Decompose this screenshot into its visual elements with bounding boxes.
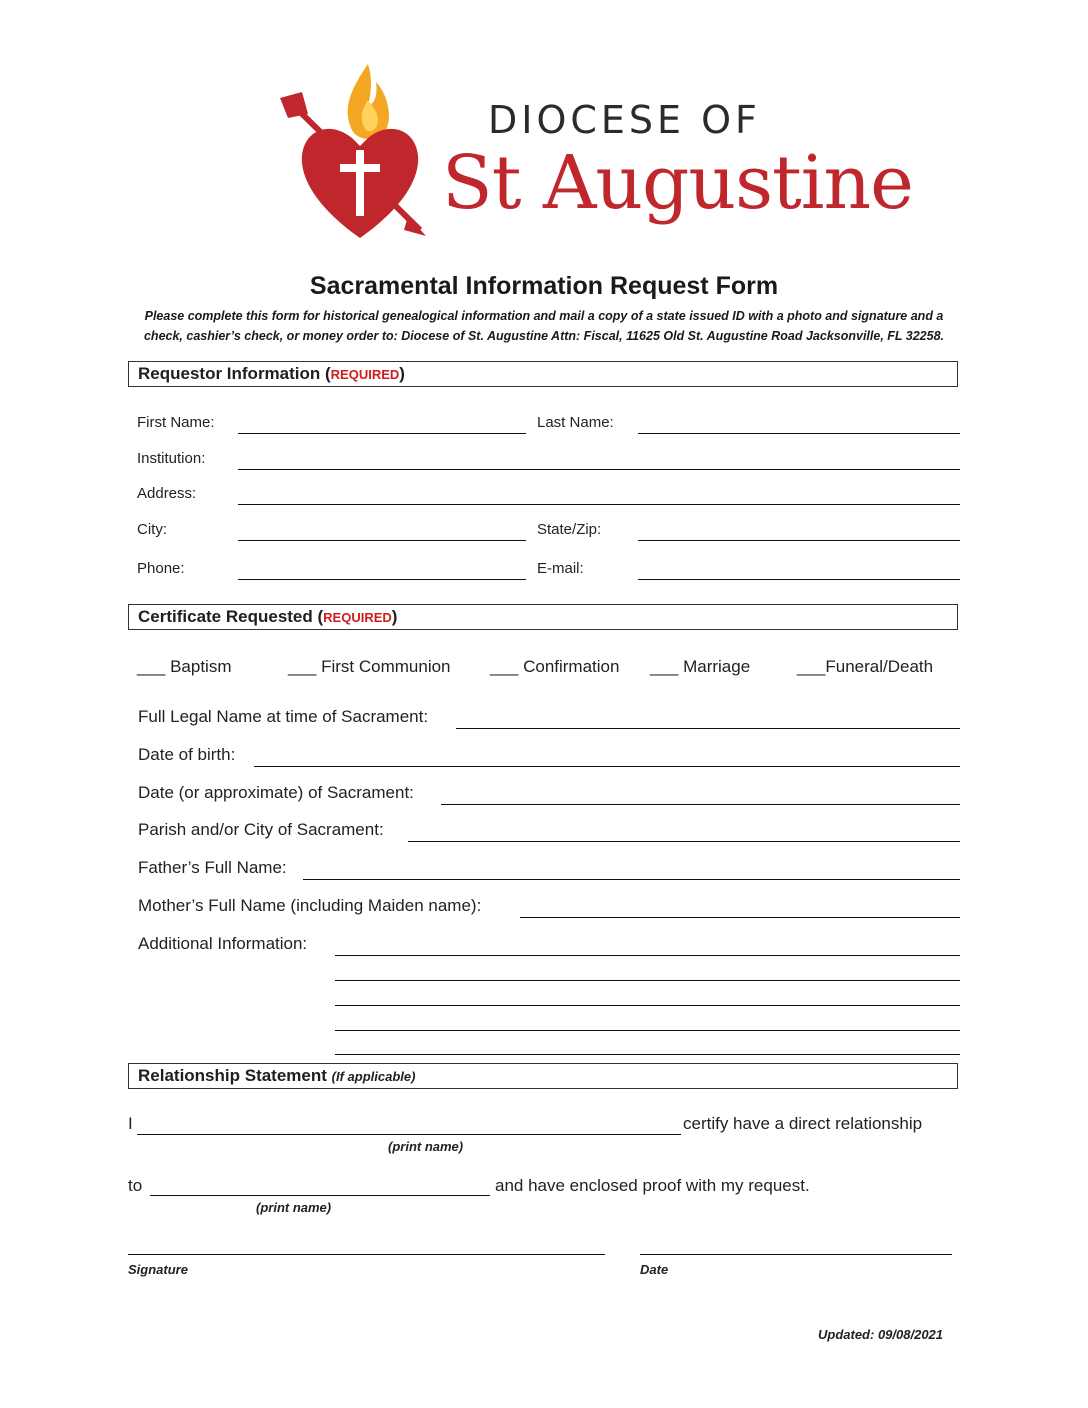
relationship-section-header xyxy=(128,1063,958,1089)
certificate-section-header xyxy=(128,604,958,630)
city-field[interactable] xyxy=(238,540,526,541)
address-label: Address: xyxy=(137,485,197,502)
parish-city-label: Parish and/or City of Sacrament: xyxy=(138,820,384,839)
heading-close-paren: ) xyxy=(399,364,405,383)
additional-info-line-1[interactable] xyxy=(335,955,960,956)
address-field[interactable] xyxy=(238,504,960,505)
father-name-field[interactable] xyxy=(303,879,960,880)
instructions-line-2: check, cashier’s check, or money order to: Diocese of St. Augustine Attn: Fiscal, 11625 Old St. Augustine Road Jacksonville, FL 32258. xyxy=(143,329,945,343)
mother-name-field[interactable] xyxy=(520,917,960,918)
requestor-section-header xyxy=(128,361,958,387)
relative-print-name-field[interactable] xyxy=(150,1195,490,1196)
date-of-birth-field[interactable] xyxy=(254,766,960,767)
to-label: to xyxy=(128,1176,143,1195)
first-name-field[interactable] xyxy=(238,433,526,434)
first-name-label: First Name: xyxy=(137,414,215,431)
option-baptism[interactable]: ___ Baptism xyxy=(137,657,232,676)
option-first-communion[interactable]: ___ First Communion xyxy=(288,657,451,676)
logo-text-st-augustine: St Augustine xyxy=(442,140,913,226)
relationship-heading: Relationship Statement xyxy=(138,1066,327,1085)
last-name-field[interactable] xyxy=(638,433,960,434)
signature-field[interactable] xyxy=(128,1254,605,1255)
print-name-caption-1: (print name) xyxy=(388,1139,464,1154)
institution-field[interactable] xyxy=(238,469,960,470)
heading-close-paren: ) xyxy=(391,607,398,626)
print-name-caption-2: (print name) xyxy=(256,1200,332,1215)
if-applicable-label: (If applicable) xyxy=(331,1069,416,1084)
logo-text-diocese: DIOCESE OF xyxy=(488,98,761,142)
date-field[interactable] xyxy=(640,1254,952,1255)
phone-label: Phone: xyxy=(137,560,185,577)
city-label: City: xyxy=(137,521,167,538)
state-zip-field[interactable] xyxy=(638,540,960,541)
additional-info-label: Additional Information: xyxy=(138,934,308,953)
phone-field[interactable] xyxy=(238,579,526,580)
date-of-birth-label: Date of birth: xyxy=(138,745,236,764)
last-name-label: Last Name: xyxy=(537,414,614,431)
additional-info-line-5[interactable] xyxy=(335,1054,960,1055)
state-zip-label: State/Zip: xyxy=(537,521,602,538)
additional-info-line-3[interactable] xyxy=(335,1005,960,1006)
additional-info-line-2[interactable] xyxy=(335,980,960,981)
option-confirmation[interactable]: ___ Confirmation xyxy=(490,657,620,676)
requestor-heading: Requestor Information ( xyxy=(138,364,331,383)
certificate-heading: Certificate Requested ( xyxy=(138,607,324,626)
parish-city-field[interactable] xyxy=(408,841,960,842)
i-label: I xyxy=(128,1114,133,1133)
mother-name-label: Mother’s Full Name (including Maiden name): xyxy=(138,896,482,915)
instructions-line-1: Please complete this form for historical genealogical information and mail a copy of a state issued ID with a photo and signature and a xyxy=(144,309,944,323)
certify-text: certify have a direct relationship xyxy=(683,1114,923,1133)
option-marriage[interactable]: ___ Marriage xyxy=(650,657,751,676)
form-title: Sacramental Information Request Form xyxy=(309,272,779,300)
signature-caption: Signature xyxy=(128,1262,188,1277)
date-of-sacrament-label: Date (or approximate) of Sacrament: xyxy=(138,783,414,802)
sacred-heart-icon xyxy=(280,60,440,250)
enclosed-proof-text: and have enclosed proof with my request. xyxy=(495,1176,810,1195)
institution-label: Institution: xyxy=(137,450,206,467)
form-instructions xyxy=(120,306,968,346)
updated-date: Updated: 09/08/2021 xyxy=(818,1327,944,1342)
full-legal-name-label: Full Legal Name at time of Sacrament: xyxy=(138,707,429,726)
required-label: REQUIRED xyxy=(330,367,400,382)
requestor-print-name-field[interactable] xyxy=(137,1134,681,1135)
date-caption: Date xyxy=(640,1262,669,1277)
required-label: REQUIRED xyxy=(323,610,392,625)
option-funeral-death[interactable]: ___Funeral/Death xyxy=(797,657,934,676)
father-name-label: Father’s Full Name: xyxy=(138,858,287,877)
full-legal-name-field[interactable] xyxy=(456,728,960,729)
email-label: E-mail: xyxy=(537,560,584,577)
date-of-sacrament-field[interactable] xyxy=(441,804,960,805)
additional-info-line-4[interactable] xyxy=(335,1030,960,1031)
email-field[interactable] xyxy=(638,579,960,580)
